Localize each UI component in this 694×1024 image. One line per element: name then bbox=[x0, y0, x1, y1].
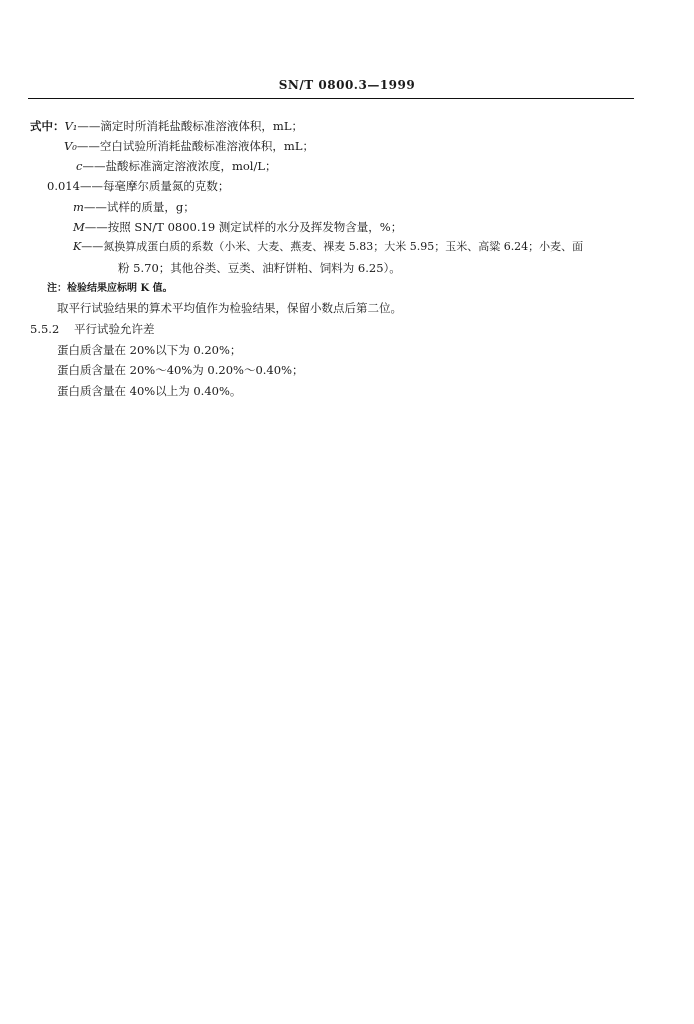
legend-dash: —— bbox=[84, 220, 108, 234]
legend-dash: —— bbox=[76, 139, 100, 153]
legend-symbol: V₀ bbox=[64, 139, 77, 153]
legend-symbol: K bbox=[73, 240, 82, 253]
legend-text: 每毫摩尔质量氮的克数； bbox=[102, 179, 230, 193]
legend-text: 空白试验所消耗盐酸标准溶液体积，mL； bbox=[99, 139, 314, 153]
tolerance-line: 蛋白质含量在 40%以上为 0.40%。 bbox=[57, 384, 242, 398]
legend-text: 氮换算成蛋白质的系数（小米、大麦、燕麦、裸麦 5.83；大米 5.95；玉米、高粱 6.24；小麦、面 bbox=[103, 240, 584, 253]
legend-line-K bbox=[73, 239, 583, 255]
legend-symbol: c bbox=[76, 159, 83, 173]
legend-text: 盐酸标准滴定溶液浓度，mol/L； bbox=[105, 159, 277, 173]
page-header-standard-number: SN/T 0800.3—1999 bbox=[278, 78, 416, 92]
legend-symbol: V₁ bbox=[64, 119, 78, 133]
legend-text: 试样的质量，g； bbox=[106, 200, 195, 214]
legend-dash: —— bbox=[82, 159, 106, 173]
legend-line-K-continued bbox=[118, 260, 401, 276]
legend-line-c bbox=[76, 158, 276, 174]
legend-line-M bbox=[73, 219, 402, 235]
legend-line-v0 bbox=[64, 138, 314, 154]
legend-symbol: M bbox=[73, 220, 85, 234]
legend-text: 滴定时所消耗盐酸标准溶液体积，mL； bbox=[100, 119, 303, 133]
tolerance-line: 蛋白质含量在 20%以下为 0.20%； bbox=[57, 343, 242, 357]
header-divider bbox=[28, 98, 634, 99]
legend-text: 粉 5.70；其他谷类、豆类、油籽饼粕、饲料为 6.25）。 bbox=[118, 261, 401, 275]
section-heading bbox=[30, 321, 155, 337]
legend-dash: —— bbox=[77, 119, 101, 133]
legend-dash: —— bbox=[79, 179, 103, 193]
tolerance-line: 蛋白质含量在 20%～40%为 0.20%～0.40%； bbox=[57, 363, 304, 377]
legend-line-m bbox=[73, 199, 195, 215]
legend-text: 按照 SN/T 0800.19 测定试样的水分及挥发物含量，%； bbox=[107, 220, 403, 234]
legend-line-0014 bbox=[47, 178, 229, 194]
result-statement: 取平行试验结果的算术平均值作为检验结果，保留小数点后第二位。 bbox=[57, 301, 402, 315]
legend-symbol: m bbox=[73, 200, 84, 214]
section-number: 5.5.2 bbox=[30, 322, 60, 336]
legend-symbol: 0.014 bbox=[47, 179, 80, 193]
section-title: 平行试验允许差 bbox=[74, 322, 155, 336]
note-text: 注：检验结果应标明 K 值。 bbox=[47, 283, 173, 294]
legend-line-v1 bbox=[30, 118, 303, 134]
legend-dash: —— bbox=[81, 240, 104, 253]
legend-dash: —— bbox=[83, 200, 107, 214]
legend-intro: 式中： bbox=[30, 119, 65, 133]
